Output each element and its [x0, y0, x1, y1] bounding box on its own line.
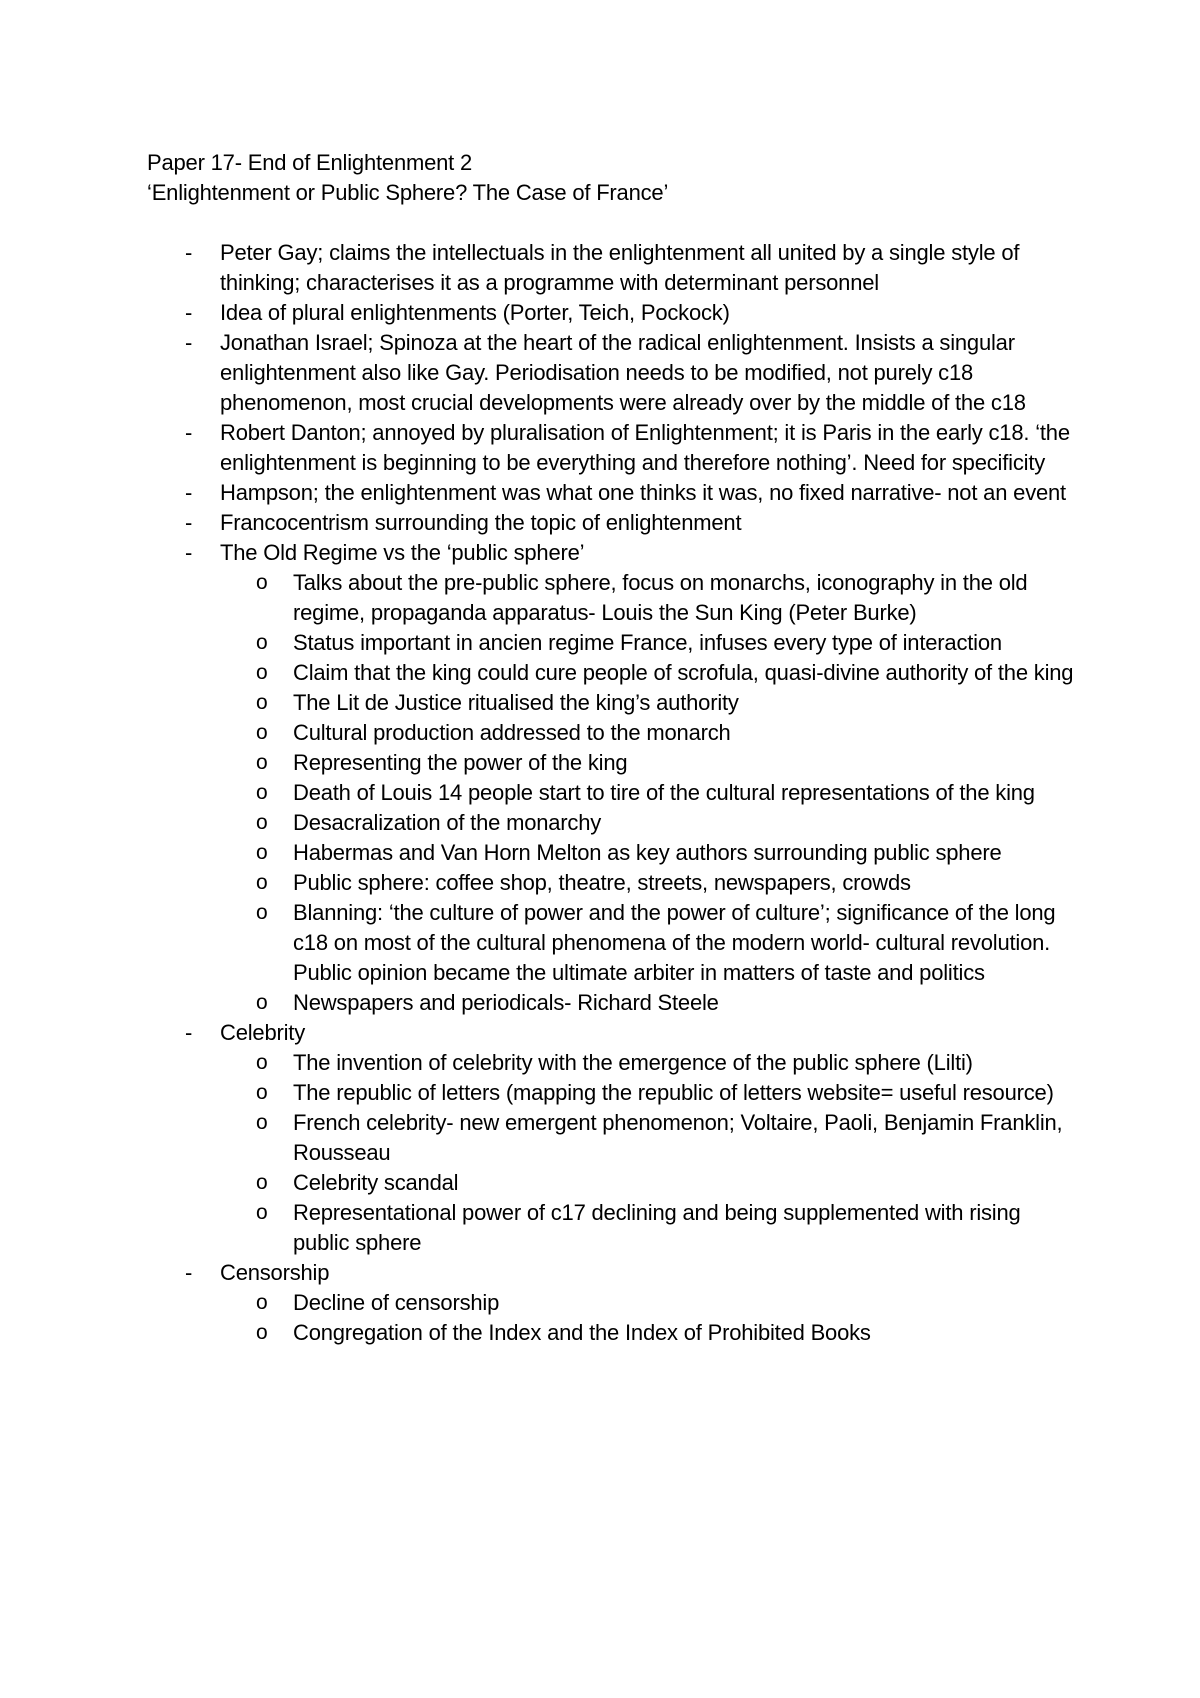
sub-bullet-list: [220, 1048, 1077, 1258]
circle-bullet-icon: o: [256, 1201, 268, 1224]
circle-bullet-icon: o: [256, 661, 268, 684]
circle-bullet-icon: o: [256, 631, 268, 654]
sub-list-item-text: Representational power of c17 declining and being supplemented with rising public sphere: [293, 1200, 1021, 1255]
list-item: [147, 478, 1077, 508]
sub-list-item-text: Celebrity scandal: [293, 1170, 459, 1195]
sub-list-item: [220, 1288, 1077, 1318]
sub-list-item-text: Status important in ancien regime France, infuses every type of interaction: [293, 630, 1002, 655]
blank-line: [147, 208, 1077, 238]
sub-list-item: [220, 1078, 1077, 1108]
circle-bullet-icon: o: [256, 571, 268, 594]
sub-list-item: [220, 778, 1077, 808]
sub-list-item-text: The Lit de Justice ritualised the king’s authority: [293, 690, 739, 715]
circle-bullet-icon: o: [256, 901, 268, 924]
dash-bullet-icon: -: [185, 510, 193, 535]
sub-list-item-text: Habermas and Van Horn Melton as key authors surrounding public sphere: [293, 840, 1002, 865]
circle-bullet-icon: o: [256, 721, 268, 744]
sub-list-item: [220, 868, 1077, 898]
sub-list-item: [220, 898, 1077, 988]
list-item: [147, 1258, 1077, 1348]
sub-list-item-text: Desacralization of the monarchy: [293, 810, 602, 835]
sub-list-item: [220, 1108, 1077, 1168]
sub-list-item-text: Claim that the king could cure people of scrofula, quasi-divine authority of the king: [293, 660, 1074, 685]
list-item-text: Peter Gay; claims the intellectuals in the enlightenment all united by a single style of thinking; characterises it as a programme with determinant personnel: [220, 240, 1020, 295]
list-item-text: Celebrity: [220, 1020, 306, 1045]
document-body: [147, 148, 1077, 1348]
sub-list-item: [220, 988, 1077, 1018]
sub-list-item: [220, 1168, 1077, 1198]
circle-bullet-icon: o: [256, 1081, 268, 1104]
sub-list-item-text: Public sphere: coffee shop, theatre, streets, newspapers, crowds: [293, 870, 911, 895]
circle-bullet-icon: o: [256, 1111, 268, 1134]
circle-bullet-icon: o: [256, 781, 268, 804]
circle-bullet-icon: o: [256, 1051, 268, 1074]
sub-list-item: [220, 808, 1077, 838]
list-item-text: Francocentrism surrounding the topic of enlightenment: [220, 510, 742, 535]
dash-bullet-icon: -: [185, 480, 193, 505]
list-item: [147, 538, 1077, 1018]
sub-bullet-list: [220, 568, 1077, 1018]
sub-list-item-text: Cultural production addressed to the monarch: [293, 720, 731, 745]
document-title: Paper 17- End of Enlightenment 2: [147, 150, 473, 175]
list-item: [147, 238, 1077, 298]
sub-list-item-text: French celebrity- new emergent phenomenon; Voltaire, Paoli, Benjamin Franklin, Rousseau: [293, 1110, 1063, 1165]
list-item-text: Jonathan Israel; Spinoza at the heart of the radical enlightenment. Insists a singular enlightenment also like Gay. Periodisation needs to be modified, not purely c18 phenomenon, most crucial developments were already over by the middle of the c18: [220, 330, 1026, 415]
sub-list-item-text: The invention of celebrity with the emergence of the public sphere (Lilti): [293, 1050, 973, 1075]
sub-list-item: [220, 1048, 1077, 1078]
circle-bullet-icon: o: [256, 691, 268, 714]
sub-list-item-text: Newspapers and periodicals- Richard Steele: [293, 990, 719, 1015]
list-item: [147, 1018, 1077, 1258]
list-item: [147, 418, 1077, 478]
circle-bullet-icon: o: [256, 1321, 268, 1344]
circle-bullet-icon: o: [256, 751, 268, 774]
circle-bullet-icon: o: [256, 991, 268, 1014]
sub-list-item: [220, 688, 1077, 718]
sub-list-item-text: Blanning: ‘the culture of power and the power of culture’; significance of the long c18 on most of the cultural phenomena of the modern world- cultural revolution. Public opinion became the ultimate arbiter in matters of taste and politics: [293, 900, 1056, 985]
list-item: [147, 298, 1077, 328]
sub-list-item: [220, 628, 1077, 658]
sub-list-item: [220, 1198, 1077, 1258]
sub-bullet-list: [220, 1288, 1077, 1348]
sub-list-item-text: Death of Louis 14 people start to tire of the cultural representations of the king: [293, 780, 1035, 805]
sub-list-item-text: Representing the power of the king: [293, 750, 628, 775]
sub-list-item-text: Congregation of the Index and the Index of Prohibited Books: [293, 1320, 871, 1345]
sub-list-item-text: Decline of censorship: [293, 1290, 500, 1315]
sub-list-item: [220, 1318, 1077, 1348]
list-item-text: Hampson; the enlightenment was what one thinks it was, no fixed narrative- not an event: [220, 480, 1066, 505]
list-item-text: The Old Regime vs the ‘public sphere’: [220, 540, 585, 565]
dash-bullet-icon: -: [185, 330, 193, 355]
circle-bullet-icon: o: [256, 811, 268, 834]
circle-bullet-icon: o: [256, 1171, 268, 1194]
sub-list-item: [220, 838, 1077, 868]
sub-list-item: [220, 568, 1077, 628]
sub-list-item: [220, 718, 1077, 748]
circle-bullet-icon: o: [256, 1291, 268, 1314]
list-item-text: Robert Danton; annoyed by pluralisation of Enlightenment; it is Paris in the early c18. ‘the enlightenment is beginning to be everything and therefore nothing’. Need for specificity: [220, 420, 1070, 475]
list-item-text: Idea of plural enlightenments (Porter, Teich, Pockock): [220, 300, 730, 325]
list-item: [147, 508, 1077, 538]
list-item: [147, 328, 1077, 418]
sub-list-item: [220, 658, 1077, 688]
dash-bullet-icon: -: [185, 1020, 193, 1045]
dash-bullet-icon: -: [185, 420, 193, 445]
dash-bullet-icon: -: [185, 1260, 193, 1285]
circle-bullet-icon: o: [256, 841, 268, 864]
dash-bullet-icon: -: [185, 300, 193, 325]
bullet-list: [147, 238, 1077, 1348]
dash-bullet-icon: -: [185, 540, 193, 565]
sub-list-item: [220, 748, 1077, 778]
circle-bullet-icon: o: [256, 871, 268, 894]
sub-list-item-text: The republic of letters (mapping the republic of letters website= useful resource): [293, 1080, 1054, 1105]
list-item-text: Censorship: [220, 1260, 330, 1285]
document-subtitle: ‘Enlightenment or Public Sphere? The Case of France’: [147, 180, 669, 205]
sub-list-item-text: Talks about the pre-public sphere, focus on monarchs, iconography in the old regime, propaganda apparatus- Louis the Sun King (Peter Burke): [293, 570, 1028, 625]
dash-bullet-icon: -: [185, 240, 193, 265]
